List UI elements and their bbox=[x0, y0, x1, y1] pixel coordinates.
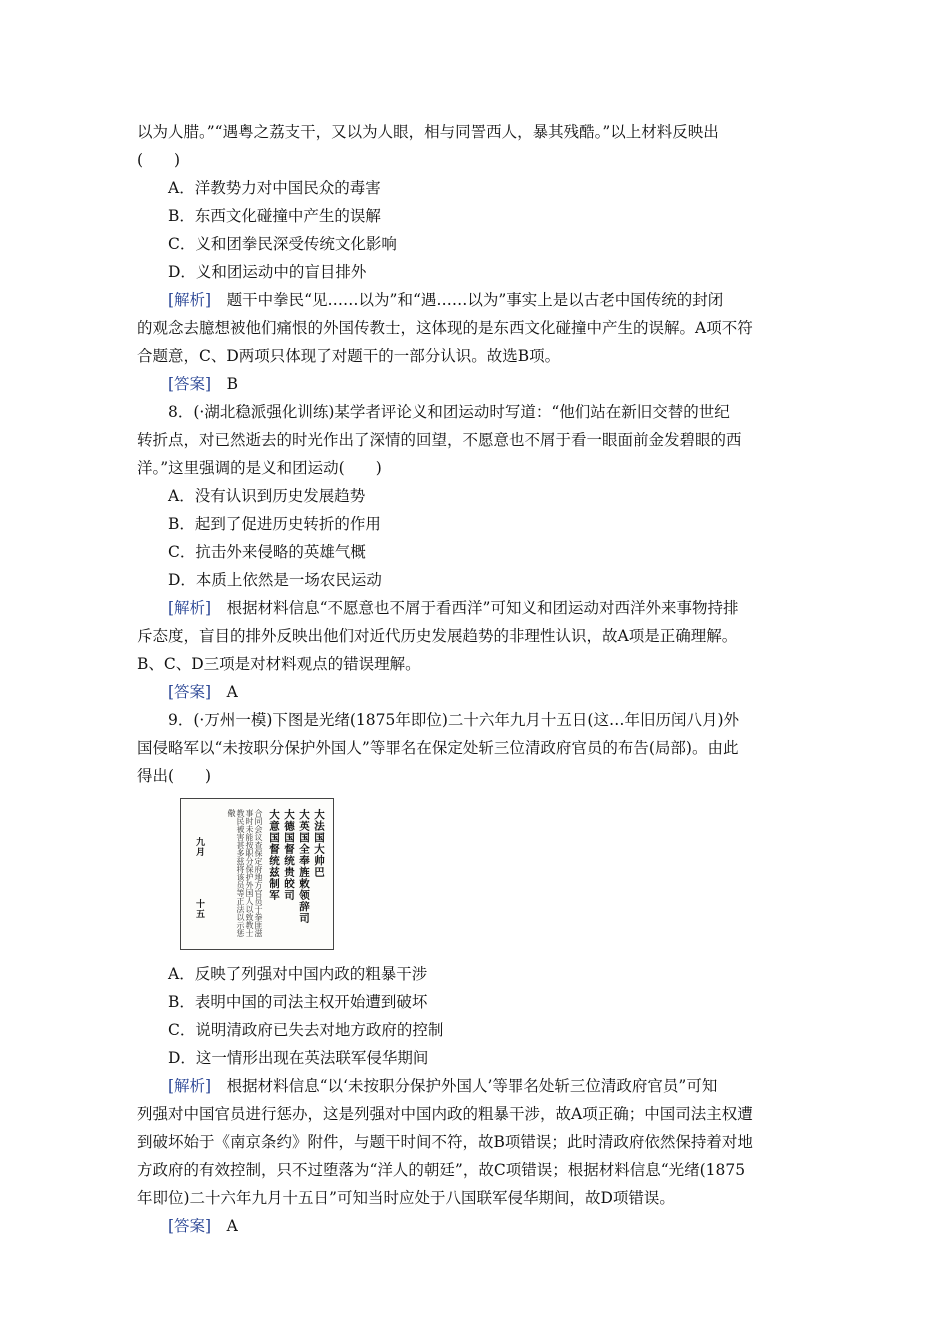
q7-option-a: A．洋教势力对中国民众的毒害 bbox=[168, 179, 381, 197]
analysis-tag: [解析] bbox=[168, 1077, 212, 1095]
q7-stem-line-1: 以为人腊。”“遇粤之荔支干，又以为人眼，相与同詈西人，暴其残酷。”以上材料反映出 bbox=[137, 123, 719, 141]
q9-answer bbox=[137, 1212, 817, 1240]
q9-analysis-line-2: 列强对中国官员进行惩办，这是列强对中国内政的粗暴干涉，故A项正确；中国司法主权遭 bbox=[137, 1105, 753, 1123]
q7-answer-value: B bbox=[211, 375, 238, 393]
analysis-tag: [解析] bbox=[168, 599, 212, 617]
q8-stem-line-1: 8．(·湖北稳派强化训练)某学者评论义和团运动时写道：“他们站在新旧交替的世纪 bbox=[168, 403, 730, 421]
q8-answer bbox=[137, 678, 817, 706]
q9-option-a: A．反映了列强对中国内政的粗暴干涉 bbox=[168, 965, 428, 983]
q9-analysis-line-5: 年即位)二十六年九月十五日”可知当时应处于八国联军侵华期间，故D项错误。 bbox=[137, 1189, 675, 1207]
q7-analysis-text-1: 题干中拳民“见……以为”和“遇……以为”事实上是以古老中国传统的封闭 bbox=[211, 291, 724, 309]
answer-tag: [答案] bbox=[168, 683, 212, 701]
q7-analysis-line-3: 合题意，C、D两项只体现了对题干的一部分认识。故选B项。 bbox=[137, 347, 561, 365]
q9-option-b: B．表明中国的司法主权开始遭到破坏 bbox=[168, 993, 428, 1011]
q8-stem-line-2: 转折点，对已然逝去的时光作出了深情的回望，不愿意也不屑于看一眼面前金发碧眼的西 bbox=[137, 431, 742, 449]
q8-option-d: D．本质上依然是一场农民运动 bbox=[168, 571, 382, 589]
proclamation-image bbox=[180, 798, 334, 950]
q9-stem-line-1: 9．(·万州一模)下图是光绪(1875年即位)二十六年九月十五日(这…年旧历闰八月)外 bbox=[168, 711, 740, 729]
proclamation-date-day: 十五 bbox=[194, 899, 204, 919]
proclamation-col-3: 大德国督统贵皎司 bbox=[283, 809, 295, 901]
q9-stem-line-3: 得出( ) bbox=[137, 767, 212, 785]
q8-answer-value: A bbox=[211, 683, 238, 701]
q8-stem-line-3: 洋。”这里强调的是义和团运动( ) bbox=[137, 459, 382, 477]
q9-analysis-line-4: 方政府的有效控制，只不过堕落为“洋人的朝廷”，故C项错误；根据材料信息“光绪(1875 bbox=[137, 1161, 746, 1179]
q8-analysis-text-1: 根据材料信息“不愿意也不屑于看西洋”可知义和团运动对西洋外来事物持排 bbox=[211, 599, 739, 617]
q9-stem-line-2: 国侵略军以“未按职分保护外国人”等罪名在保定处斩三位清政府官员的布告(局部)。由此 bbox=[137, 739, 739, 757]
q7-answer bbox=[137, 370, 817, 398]
proclamation-col-4: 大意国督统兹制军 bbox=[268, 809, 280, 901]
q7-analysis-line-1 bbox=[137, 286, 817, 314]
q9-option-c: C．说明清政府已失去对地方政府的控制 bbox=[168, 1021, 444, 1039]
q8-analysis-line-3: B、C、D三项是对材料观点的错误理解。 bbox=[137, 655, 421, 673]
answer-tag: [答案] bbox=[168, 375, 212, 393]
proclamation-date-month: 九月 bbox=[194, 837, 204, 857]
q9-analysis-line-1 bbox=[137, 1072, 817, 1100]
q9-analysis-line-3: 到破坏始于《南京条约》附件，与题干时间不符，故B项错误；此时清政府依然保持着对地 bbox=[137, 1133, 753, 1151]
q7-stem-line-2: ( ) bbox=[137, 151, 181, 169]
q8-option-a: A．没有认识到历史发展趋势 bbox=[168, 487, 366, 505]
q7-option-d: D．义和团运动中的盲目排外 bbox=[168, 263, 367, 281]
q9-option-d: D．这一情形出现在英法联军侵华期间 bbox=[168, 1049, 429, 1067]
proclamation-col-1: 大法国大帅巴 bbox=[313, 809, 325, 878]
q8-analysis-line-2: 斥态度，盲目的排外反映出他们对近代历史发展趋势的非理性认识，故A项是正确理解。 bbox=[137, 627, 738, 645]
q8-option-b: B．起到了促进历史转折的作用 bbox=[168, 515, 381, 533]
proclamation-small-text: 合同会议查保定府地方官员于拳匪滋事时未能按职分保护外国人以致教士教民被害甚多兹将该员等正法以示惩儆 bbox=[227, 809, 263, 937]
answer-tag: [答案] bbox=[168, 1217, 212, 1235]
q8-option-c: C．抗击外来侵略的英雄气概 bbox=[168, 543, 366, 561]
proclamation-col-2: 大英国全奉旌敕领辞司 bbox=[298, 809, 310, 924]
q7-option-c: C．义和团拳民深受传统文化影响 bbox=[168, 235, 397, 253]
q9-answer-value: A bbox=[211, 1217, 238, 1235]
q9-analysis-text-1: 根据材料信息“以‘未按职分保护外国人’等罪名处斩三位清政府官员”可知 bbox=[211, 1077, 718, 1095]
q8-analysis-line-1 bbox=[137, 594, 817, 622]
q7-analysis-line-2: 的观念去臆想被他们痛恨的外国传教士，这体现的是东西文化碰撞中产生的误解。A项不符 bbox=[137, 319, 753, 337]
analysis-tag: [解析] bbox=[168, 291, 212, 309]
document-content bbox=[137, 118, 817, 1240]
q7-option-b: B．东西文化碰撞中产生的误解 bbox=[168, 207, 381, 225]
